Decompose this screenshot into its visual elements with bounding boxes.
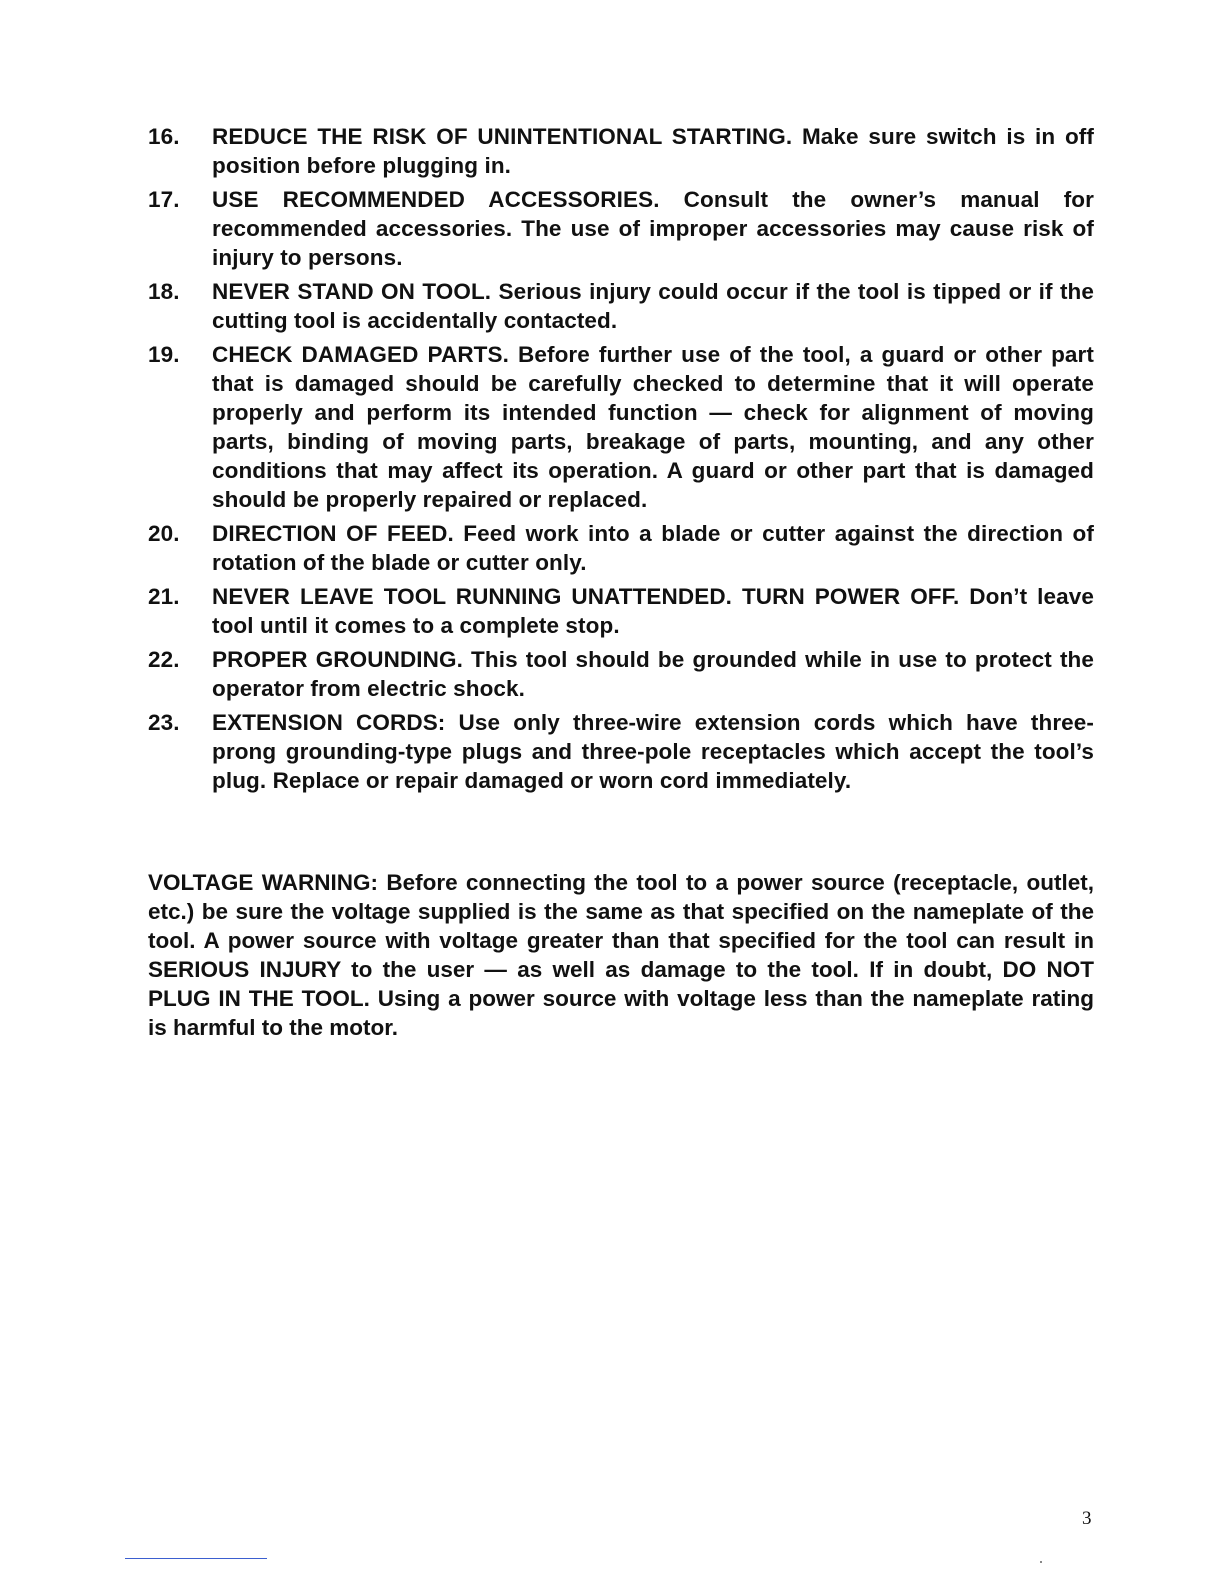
item-text: REDUCE THE RISK OF UNINTENTIONAL STARTING. Make sure switch is in off position before plugging in. [212,124,1094,178]
item-number: 21. [148,584,180,609]
footer-divider [125,1558,267,1559]
list-item [148,519,1094,577]
item-text: EXTENSION CORDS: Use only three-wire extension cords which have three-prong grounding-type plugs and three-pole receptacles which accept the tool’s plug. Replace or repair damaged or worn cord immediately. [212,710,1094,793]
list-item [148,185,1094,272]
item-number: 20. [148,521,180,546]
item-text: DIRECTION OF FEED. Feed work into a blade or cutter against the direction of rotation of the blade or cutter only. [212,521,1094,575]
list-item [148,122,1094,180]
item-number: 18. [148,279,180,304]
item-text: NEVER LEAVE TOOL RUNNING UNATTENDED. TURN POWER OFF. Don’t leave tool until it comes to a complete stop. [212,584,1094,638]
list-item [148,582,1094,640]
scan-speck [1040,1561,1042,1563]
voltage-warning-paragraph: VOLTAGE WARNING: Before connecting the tool to a power source (receptacle, outlet, etc.) be sure the voltage supplied is the same as that specified on the nameplate of the tool. A power source with voltage greater than that specified for the tool can result in SERIOUS INJURY to the user — as well as damage to the tool. If in doubt, DO NOT PLUG IN THE TOOL. Using a power source with voltage less than the nameplate rating is harmful to the motor. [148,870,1094,1040]
item-text: CHECK DAMAGED PARTS. Before further use of the tool, a guard or other part that is damaged should be carefully checked to determine that it will operate properly and perform its intended function — check for alignment of moving parts, binding of moving parts, breakage of parts, mounting, and any other conditions that may affect its operation. A guard or other part that is damaged should be properly repaired or replaced. [212,342,1094,512]
item-number: 17. [148,187,180,212]
item-number: 23. [148,710,180,735]
item-number: 19. [148,342,180,367]
item-number: 16. [148,124,180,149]
safety-rules-list [148,122,1094,800]
item-text: PROPER GROUNDING. This tool should be grounded while in use to protect the operator from electric shock. [212,647,1094,701]
item-text: NEVER STAND ON TOOL. Serious injury could occur if the tool is tipped or if the cutting tool is accidentally contacted. [212,279,1094,333]
list-item [148,340,1094,514]
page-number: 3 [1082,1508,1092,1529]
list-item [148,277,1094,335]
list-item [148,708,1094,795]
item-number: 22. [148,647,180,672]
list-item [148,645,1094,703]
item-text: USE RECOMMENDED ACCESSORIES. Consult the owner’s manual for recommended accessories. The use of improper accessories may cause risk of injury to persons. [212,187,1094,270]
